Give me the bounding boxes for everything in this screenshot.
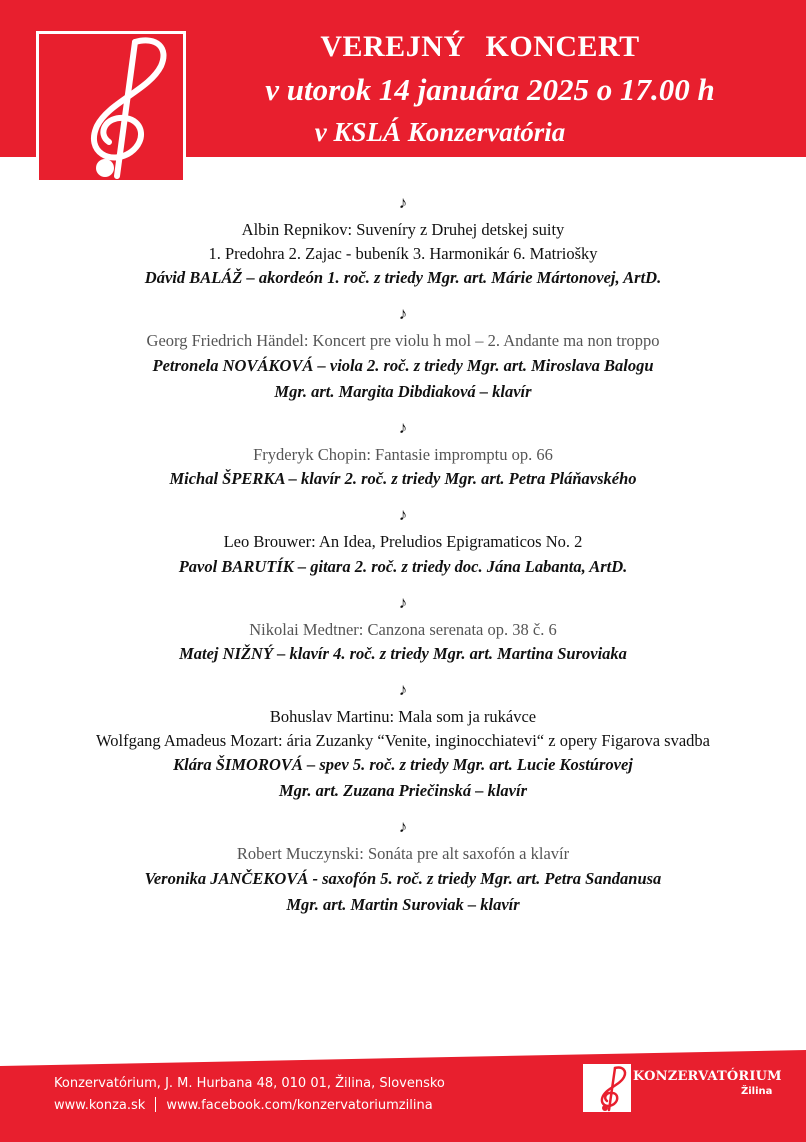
music-note-icon: ♪ xyxy=(398,592,408,612)
composition-line: Bohuslav Martinu: Mala som ja rukávce xyxy=(269,707,537,726)
composition-line: Fryderyk Chopin: Fantasie impromptu op. 66 xyxy=(253,444,553,464)
concert-date: v utorok 14 januára 2025 o 17.00 h xyxy=(265,72,715,107)
performer-line: Mgr. art. Zuzana Priečinská – klavír xyxy=(279,781,527,800)
composition-line: Nikolai Medtner: Canzona serenata op. 38 č. 6 xyxy=(249,619,557,639)
performer-line: Klára ŠIMOROVÁ – spev 5. roč. z triedy Mgr. art. Lucie Kostúrovej xyxy=(173,755,633,774)
performer-line: Veronika JANČEKOVÁ - saxofón 5. roč. z triedy Mgr. art. Petra Sandanusa xyxy=(144,868,662,888)
music-note-icon: ♪ xyxy=(398,817,408,836)
performer-line: Mgr. art. Martin Suroviak – klavír xyxy=(286,894,520,914)
music-note-icon: ♪ xyxy=(398,304,408,323)
footer-brand: KONZERVATÓRIUM xyxy=(633,1069,782,1084)
program-item xyxy=(0,303,806,405)
treble-clef-logo xyxy=(36,31,186,183)
music-note-icon: ♪ xyxy=(398,417,408,437)
footer-banner xyxy=(0,1050,806,1142)
program-item xyxy=(0,679,806,804)
composition-line: Georg Friedrich Händel: Koncert pre violu h mol – 2. Andante ma non troppo xyxy=(146,331,660,350)
footer-links xyxy=(54,1097,433,1113)
program-item xyxy=(0,592,806,668)
composition-line: Leo Brouwer: An Idea, Preludios Epigramaticos No. 2 xyxy=(223,532,583,551)
performer-line: Pavol BARUTÍK – gitara 2. roč. z triedy doc. Jána Labanta, ArtD. xyxy=(178,556,628,576)
performer-line: Michal ŠPERKA – klavír 2. roč. z triedy Mgr. art. Petra Pláňavského xyxy=(169,469,637,488)
program-item xyxy=(0,504,806,580)
facebook-link[interactable]: www.facebook.com/konzervatoriumzilina xyxy=(166,1098,433,1113)
program-item xyxy=(0,192,806,291)
composition-line: Robert Muczynski: Sonáta pre alt saxofón a klavír xyxy=(236,844,570,863)
composition-line: 1. Predohra 2. Zajac - bubeník 3. Harmonikár 6. Matriošky xyxy=(208,243,598,263)
performer-line: Mgr. art. Margita Dibdiaková – klavír xyxy=(274,381,532,401)
treble-clef-icon xyxy=(583,1064,631,1112)
composition-line: Albin Repnikov: Suveníry z Druhej detskej suity xyxy=(241,220,565,239)
program-item xyxy=(0,417,806,493)
composition-line: Wolfgang Amadeus Mozart: ária Zuzanky “Venite, inginocchiatevi“ z opery Figarova svadba xyxy=(96,730,710,750)
music-note-icon: ♪ xyxy=(398,505,408,524)
music-note-icon: ♪ xyxy=(398,193,408,212)
program-list xyxy=(0,192,806,930)
treble-clef-icon xyxy=(39,34,185,182)
concert-venue: v KSLÁ Konzervatória xyxy=(314,117,566,147)
performer-line: Matej NIŽNÝ – klavír 4. roč. z triedy Mgr. art. Martina Suroviaka xyxy=(179,644,627,663)
music-note-icon: ♪ xyxy=(398,680,408,699)
performer-line: Dávid BALÁŽ – akordeón 1. roč. z triedy Mgr. art. Márie Mártonovej, ArtD. xyxy=(144,268,662,287)
website-link[interactable]: www.konza.sk xyxy=(54,1098,146,1113)
footer-address: Konzervatórium, J. M. Hurbana 48, 010 01, Žilina, Slovensko xyxy=(54,1076,445,1091)
footer-city: Žilina xyxy=(741,1086,773,1097)
concert-title: VEREJNÝ KONCERT xyxy=(320,30,640,63)
link-divider xyxy=(155,1097,156,1112)
performer-line: Petronela NOVÁKOVÁ – viola 2. roč. z triedy Mgr. art. Miroslava Balogu xyxy=(152,355,654,375)
program-item xyxy=(0,816,806,918)
footer-logo xyxy=(583,1064,631,1112)
